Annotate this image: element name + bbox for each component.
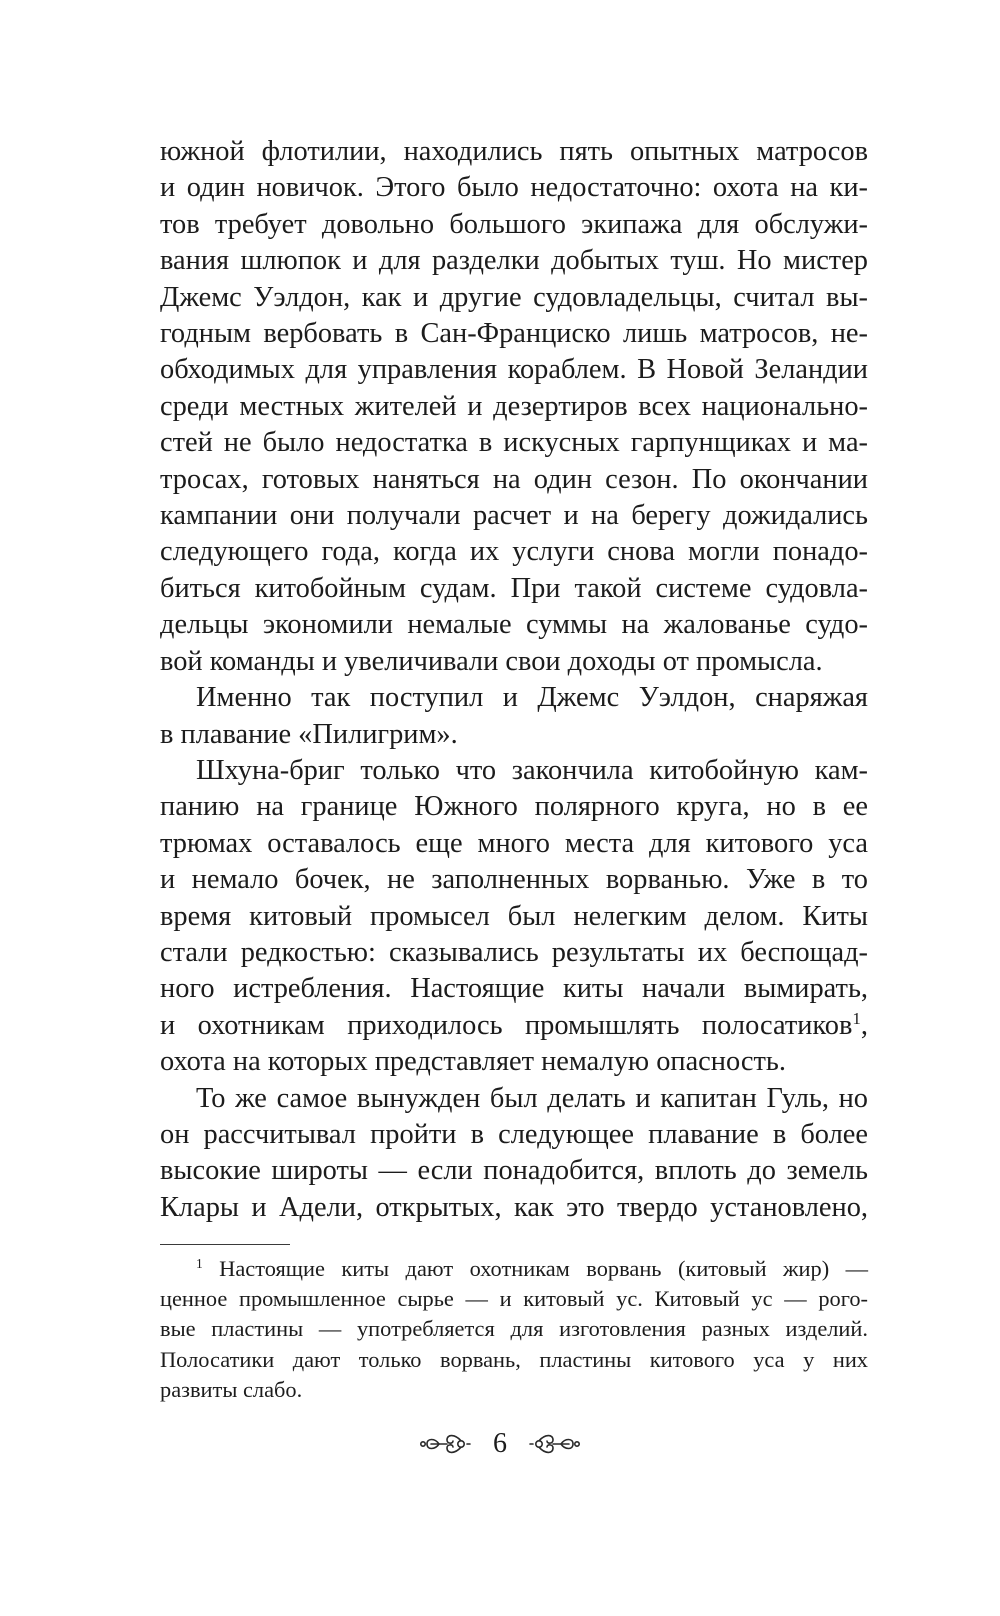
text-line: тов требует довольно большого экипажа для обслужи-: [160, 208, 868, 240]
text-line: время китовый промысел был нелегким делом. Киты: [160, 900, 868, 932]
text-line: панию на границе Южного полярного круга, но в ее: [160, 791, 868, 823]
text-line: кампании они получали расчет и на берегу дожидались: [160, 500, 868, 532]
text-line: он рассчитывал пройти в следующее плавание в более: [160, 1118, 868, 1150]
text-line: вания шлюпок и для разделки добытых туш. Но мистер: [160, 245, 868, 277]
text-line-with-note-ref: [160, 1008, 868, 1044]
paragraph-3: [160, 753, 868, 1081]
paragraph-2: [160, 680, 868, 753]
text-line: тросах, готовых наняться на один сезон. По окончании: [160, 463, 868, 495]
footnote-marker: 1: [196, 1255, 203, 1271]
text-line: и один новичок. Этого было недостаточно: охота на ки-: [160, 172, 868, 204]
text-line: То же самое вынужден был делать и капитан Гуль, но: [196, 1082, 868, 1114]
footnote: [160, 1254, 868, 1405]
paragraph-1: [160, 134, 868, 680]
ornament-left-icon: [417, 1430, 471, 1458]
text-line: в плавание «Пилигрим».: [160, 718, 458, 750]
footnote-line: Полосатики дают только ворвань, пластины китового уса у них: [160, 1346, 868, 1372]
footnote-line: развиты слабо.: [160, 1376, 303, 1402]
text-line: высокие широты — если понадобится, вплоть до земель: [160, 1155, 868, 1187]
page-folio: [0, 1422, 1000, 1466]
footnote-reference[interactable]: 1: [852, 1008, 861, 1028]
footnote-line: вые пластины — употребляется для изготовления разных изделий.: [160, 1316, 868, 1342]
footnote-divider: [160, 1244, 290, 1245]
body-text: [160, 134, 868, 1226]
text-line: годным вербовать в Сан-Франциско лишь матросов, не-: [160, 318, 868, 350]
footnote-text: Настоящие киты дают охотникам ворвань (китовый жир) —: [202, 1256, 868, 1281]
footnote-line: ценное промышленное сырье — и китовый ус. Китовый ус — рого-: [160, 1286, 868, 1312]
text-line: трюмах оставалось еще много места для китового уса: [160, 827, 868, 859]
text-line: биться китобойным судам. При такой системе судовла-: [160, 572, 868, 604]
text-line: обходимых для управления кораблем. В Новой Зеландии: [160, 354, 868, 386]
punctuation: ,: [860, 1009, 868, 1041]
text-line: Джемс Уэлдон, как и другие судовладельцы, считал вы-: [160, 281, 868, 313]
text-line: ного истребления. Настоящие киты начали вымирать,: [160, 973, 868, 1005]
text-line: южной флотилии, находились пять опытных матросов: [160, 136, 868, 167]
text-line: охота на которых представляет немалую опасность.: [160, 1046, 786, 1078]
footnote-line: [160, 1254, 868, 1284]
paragraph-4: [160, 1081, 868, 1227]
text-line: Клары и Адели, открытых, как это твердо установлено,: [160, 1191, 868, 1223]
text-line: стей не было недостатка в искусных гарпунщиках и ма-: [160, 427, 868, 459]
text-line-part: и охотникам приходилось промышлять полосатиков: [160, 1009, 853, 1041]
text-line: следующего года, когда их услуги снова могли понадо-: [160, 536, 868, 568]
text-line: Именно так поступил и Джемс Уэлдон, снаряжая: [196, 682, 868, 714]
text-line: среди местных жителей и дезертиров всех национально-: [160, 390, 868, 422]
ornament-right-icon: [529, 1430, 583, 1458]
text-line: вой команды и увеличивали свои доходы от промысла.: [160, 645, 823, 677]
text-line: и немало бочек, не заполненных ворванью. Уже в то: [160, 864, 868, 896]
text-line: стали редкостью: сказывались результаты их беспощад-: [160, 936, 868, 968]
text-line: Шхуна-бриг только что закончила китобойную кам-: [196, 754, 868, 786]
page-number: 6: [493, 1428, 507, 1459]
text-line: дельцы экономили немалые суммы на жалованье судо-: [160, 609, 868, 641]
